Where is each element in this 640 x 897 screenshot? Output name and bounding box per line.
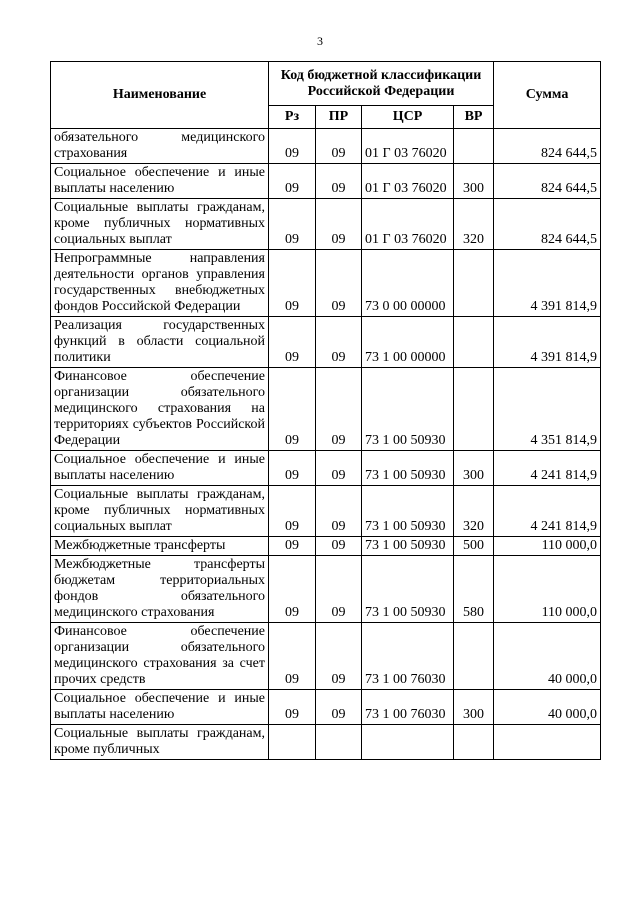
cell-rz: 09 [269,129,316,164]
cell-sum: 40 000,0 [494,690,601,725]
cell-pr: 09 [316,623,362,690]
cell-sum: 824 644,5 [494,199,601,250]
cell-pr: 09 [316,451,362,486]
header-pr: ПР [316,106,362,129]
cell-csr: 01 Г 03 76020 [362,199,454,250]
cell-csr: 73 1 00 50930 [362,368,454,451]
cell-pr: 09 [316,199,362,250]
cell-name: Социальное обеспечение и иные выплаты населению [51,451,269,486]
cell-name: Непрограммные направления деятельности органов управления государственных внебюджетных фондов Российской Федерации [51,250,269,317]
cell-sum: 4 351 814,9 [494,368,601,451]
cell-rz: 09 [269,486,316,537]
cell-vr: 300 [454,164,494,199]
cell-sum: 4 391 814,9 [494,250,601,317]
cell-vr [454,129,494,164]
cell-name: Межбюджетные трансферты [51,537,269,556]
cell-csr: 73 1 00 50930 [362,451,454,486]
header-name: Наименование [51,62,269,129]
cell-sum: 40 000,0 [494,623,601,690]
cell-vr [454,317,494,368]
table-row [51,690,601,725]
cell-pr: 09 [316,250,362,317]
cell-sum [494,725,601,760]
cell-csr [362,725,454,760]
cell-name: Социальное обеспечение и иные выплаты населению [51,690,269,725]
cell-sum: 824 644,5 [494,164,601,199]
cell-sum: 4 241 814,9 [494,486,601,537]
cell-csr: 73 1 00 50930 [362,537,454,556]
cell-rz: 09 [269,164,316,199]
table-row [51,725,601,760]
cell-csr: 73 1 00 00000 [362,317,454,368]
cell-vr: 500 [454,537,494,556]
cell-vr: 320 [454,199,494,250]
header-rz: Рз [269,106,316,129]
cell-name: Социальные выплаты гражданам, кроме публичных [51,725,269,760]
cell-rz: 09 [269,199,316,250]
table-row [51,199,601,250]
cell-pr [316,725,362,760]
table-row [51,164,601,199]
cell-rz: 09 [269,623,316,690]
cell-vr [454,250,494,317]
cell-sum: 110 000,0 [494,556,601,623]
cell-name: Финансовое обеспечение организации обязательного медицинского страхования за счет прочих средств [51,623,269,690]
cell-name: Финансовое обеспечение организации обязательного медицинского страхования на территориях субъектов Российской Федерации [51,368,269,451]
table-row [51,317,601,368]
table-row [51,623,601,690]
table-row [51,537,601,556]
cell-pr: 09 [316,129,362,164]
cell-csr: 73 1 00 76030 [362,690,454,725]
cell-rz: 09 [269,368,316,451]
cell-csr: 73 1 00 76030 [362,623,454,690]
budget-table [50,61,601,760]
cell-name: Социальные выплаты гражданам, кроме публичных нормативных социальных выплат [51,486,269,537]
cell-csr: 73 1 00 50930 [362,556,454,623]
page-number: 3 [317,34,323,48]
cell-rz: 09 [269,690,316,725]
cell-csr: 73 1 00 50930 [362,486,454,537]
cell-rz: 09 [269,556,316,623]
cell-rz: 09 [269,250,316,317]
cell-rz: 09 [269,537,316,556]
table-header [51,62,601,129]
table-row [51,250,601,317]
cell-csr: 01 Г 03 76020 [362,164,454,199]
cell-vr: 300 [454,451,494,486]
cell-rz [269,725,316,760]
cell-csr: 73 0 00 00000 [362,250,454,317]
table-row [51,451,601,486]
cell-sum: 110 000,0 [494,537,601,556]
table-row [51,486,601,537]
cell-pr: 09 [316,486,362,537]
cell-vr: 300 [454,690,494,725]
cell-vr: 580 [454,556,494,623]
header-vr: ВР [454,106,494,129]
cell-pr: 09 [316,317,362,368]
table-row [51,368,601,451]
cell-name: Социальное обеспечение и иные выплаты населению [51,164,269,199]
cell-vr: 320 [454,486,494,537]
cell-vr [454,368,494,451]
cell-rz: 09 [269,317,316,368]
cell-vr [454,623,494,690]
cell-name: Социальные выплаты гражданам, кроме публичных нормативных социальных выплат [51,199,269,250]
cell-pr: 09 [316,556,362,623]
table-body [51,129,601,760]
header-sum: Сумма [494,62,601,129]
cell-name: Реализация государственных функций в области социальной политики [51,317,269,368]
cell-sum: 4 391 814,9 [494,317,601,368]
cell-sum: 824 644,5 [494,129,601,164]
cell-pr: 09 [316,368,362,451]
cell-name: Межбюджетные трансферты бюджетам территориальных фондов обязательного медицинского страхования [51,556,269,623]
cell-vr [454,725,494,760]
cell-pr: 09 [316,537,362,556]
header-csr: ЦСР [362,106,454,129]
cell-sum: 4 241 814,9 [494,451,601,486]
cell-name: обязательного медицинского страхования [51,129,269,164]
header-code: Код бюджетной классификации Российской Федерации [269,62,494,106]
cell-pr: 09 [316,164,362,199]
cell-pr: 09 [316,690,362,725]
cell-csr: 01 Г 03 76020 [362,129,454,164]
table-row [51,129,601,164]
cell-rz: 09 [269,451,316,486]
table-row [51,556,601,623]
